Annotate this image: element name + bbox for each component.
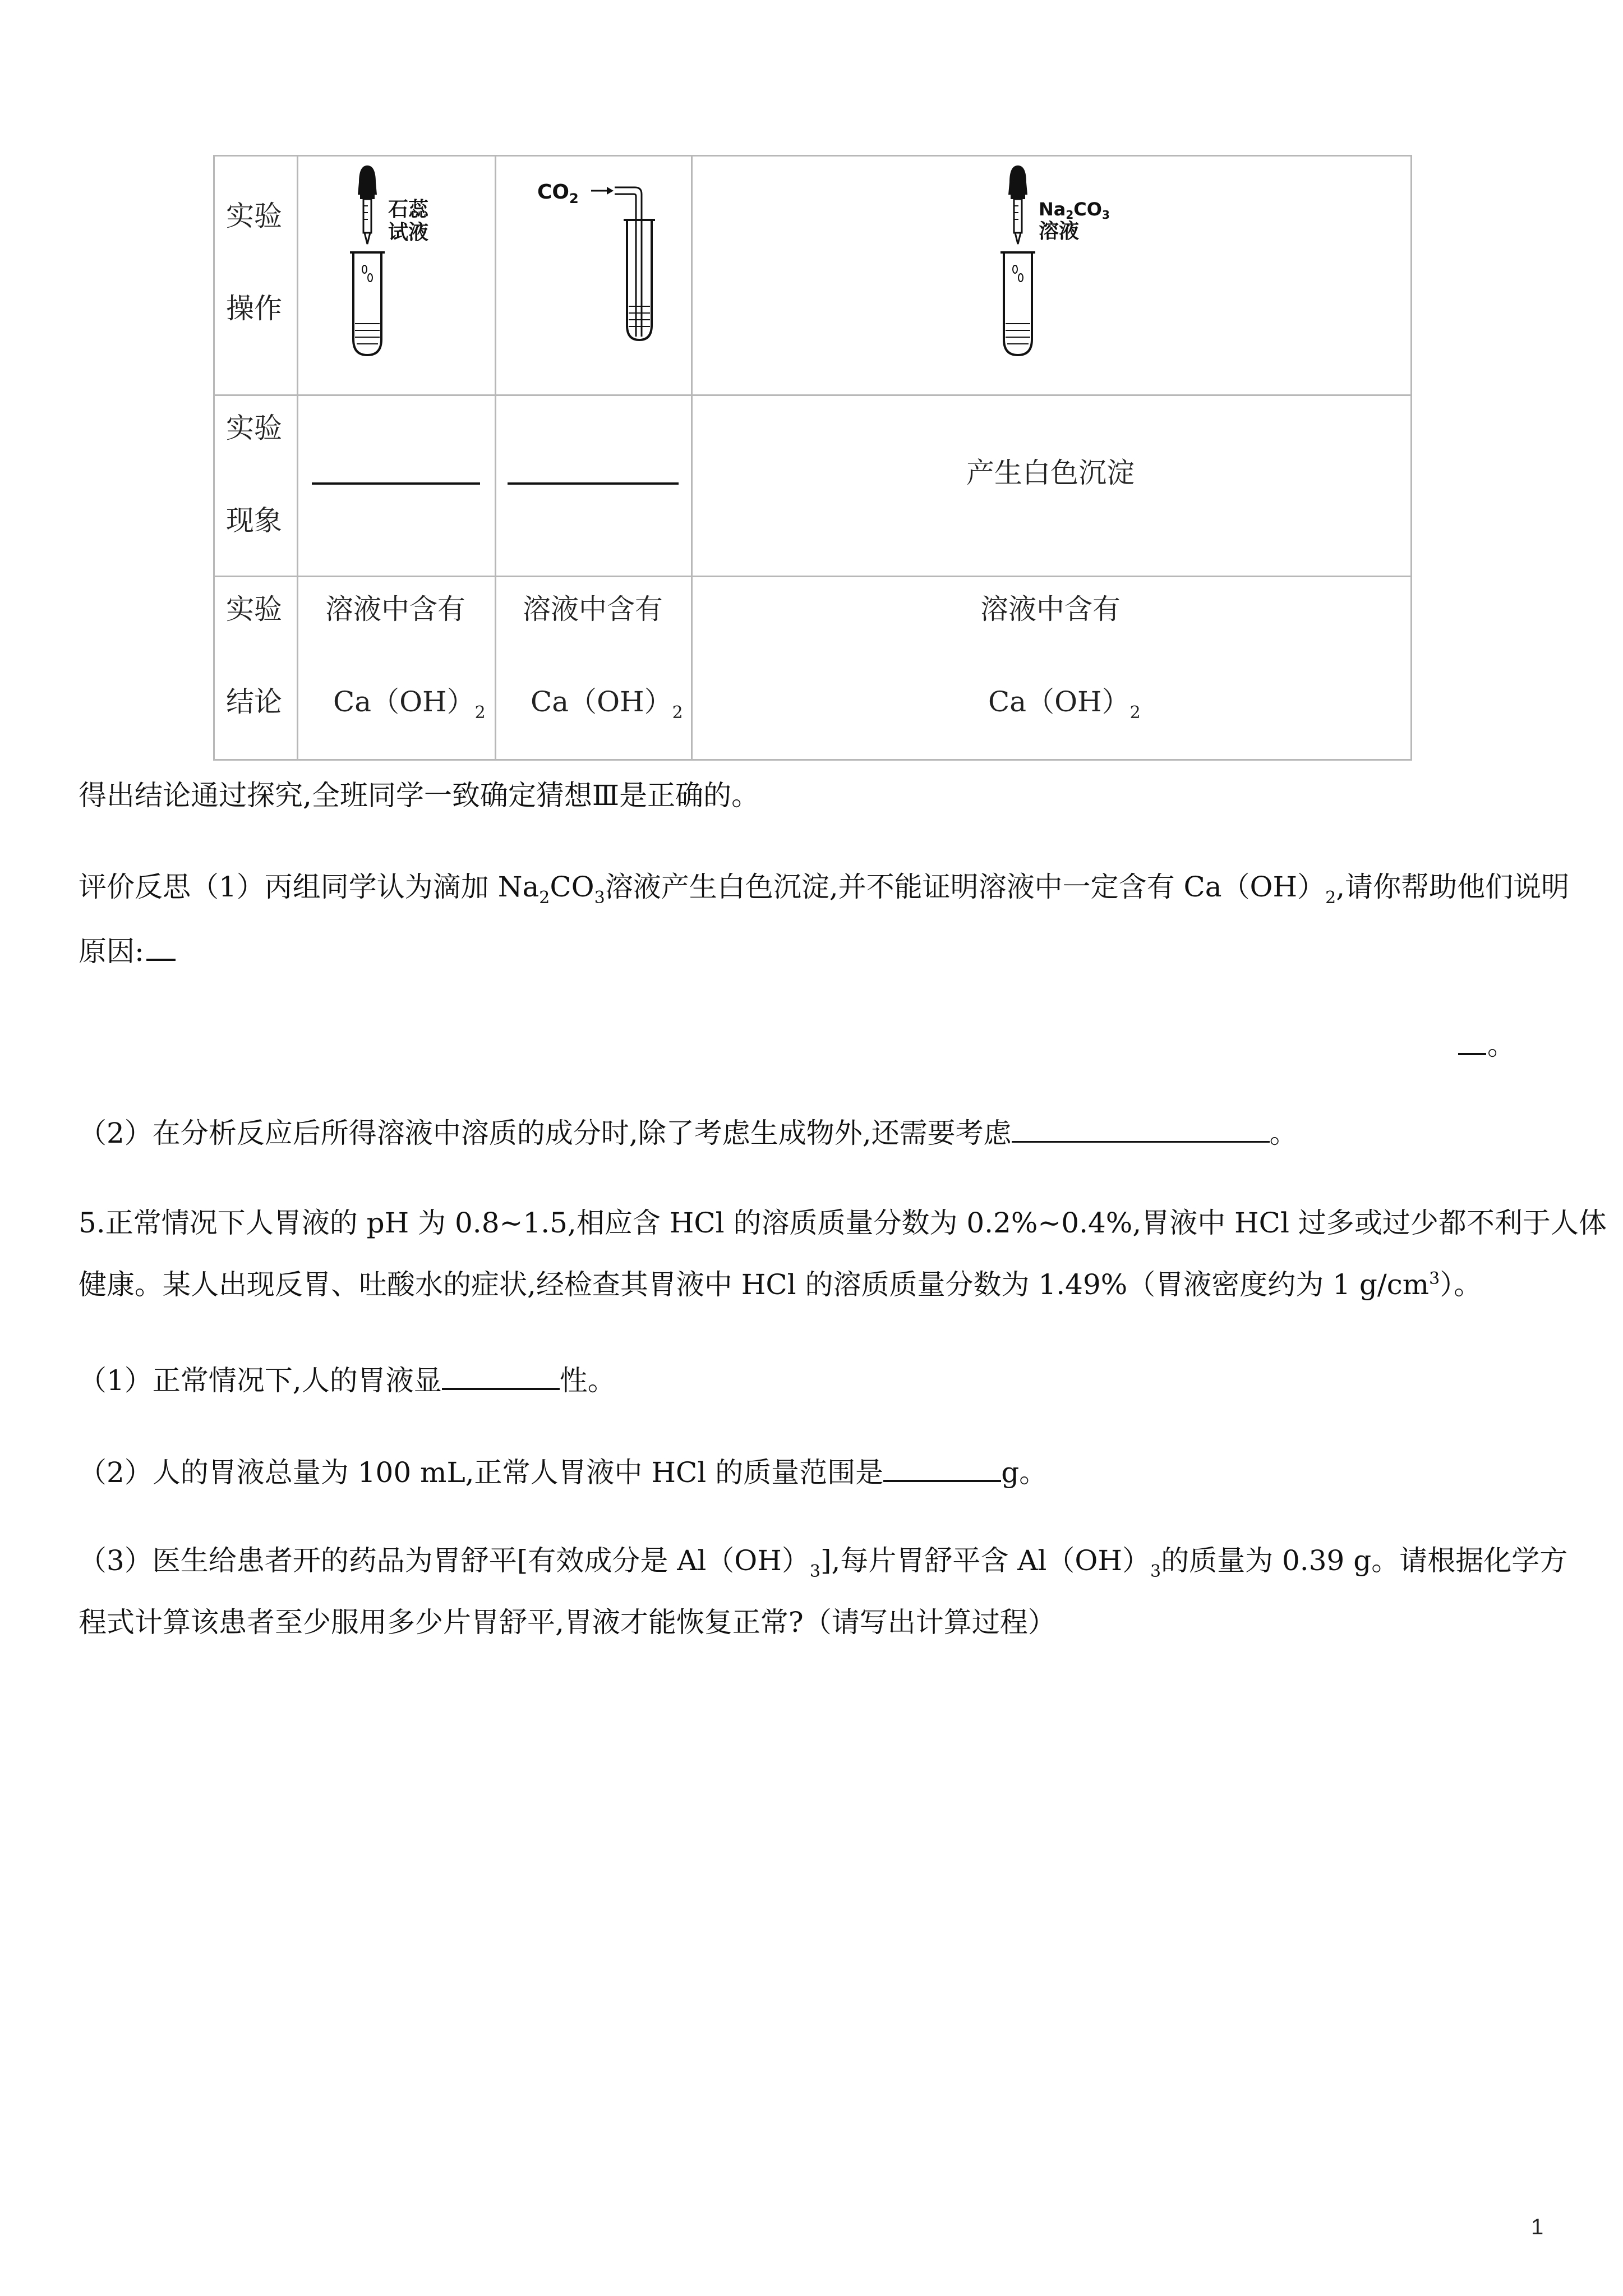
question-5-part3-line2: 程式计算该患者至少服用多少片胃舒平,胃液才能恢复正常?（请写出计算过程） [79,1606,1056,1639]
question-5-part2-b: g。 [1001,1456,1048,1489]
row-header-operation [226,202,282,323]
conclusion-col1-sub: 2 [474,703,486,723]
reflection-2 [79,1116,1298,1147]
reflection-1-line2 [79,934,176,968]
row-header-conclusion-line2: 结论 [226,685,282,718]
na2co3-label-co-sub: 3 [1101,208,1110,222]
reflection-1-sub-a: 2 [539,888,550,908]
question-5-line2-sup: 3 [1429,1269,1440,1289]
page-number: 1 [1531,2215,1544,2239]
conclusion-col1 [325,593,486,723]
row-header-phenomenon-line2: 现象 [226,504,282,537]
na2co3-label-line2: 溶液 [1039,219,1080,243]
row-header-operation-line1: 实验 [226,200,282,232]
litmus-label [388,198,428,245]
na2co3-label [1039,199,1110,243]
question-5-line2-a: 健康。某人出现反胃、吐酸水的症状,经检查其胃液中 HCl 的溶质质量分数为 1.49%（胃液密度约为 1 g/cm [79,1268,1430,1301]
co2-tube-figure [533,168,690,348]
question-5-part3-c: 的质量为 0.39 g。请根据化学方 [1161,1544,1568,1577]
conclusion-col1-line1: 溶液中含有 [325,593,465,625]
row-header-operation-line2: 操作 [226,292,282,325]
question-5-line1: 5.正常情况下人胃液的 pH 为 0.8~1.5,相应含 HCl 的溶质质量分数为 0.2%~0.4%,胃液中 HCl 过多或过少都不利于人体 [79,1207,1607,1239]
na2co3-dropper-figure [987,160,1133,373]
conclusion-col2-formula: Ca（OH） [531,685,672,718]
conclusion-col3-line1: 溶液中含有 [980,593,1121,625]
co2-label-base: CO [537,181,570,204]
conclusion-col3-formula: Ca（OH） [988,685,1130,718]
row-header-conclusion-line1: 实验 [226,593,282,625]
na2co3-label-co: CO [1073,199,1102,220]
reflection-1-blank-start[interactable] [146,934,176,961]
conclusion-col3 [980,593,1141,723]
reflection-1-line1 [79,871,1570,908]
reflection-1-part-c: 溶液产生白色沉淀,并不能证明溶液中一定含有 Ca（OH） [605,871,1326,903]
question-5-line2-b: ）。 [1440,1268,1482,1301]
question-5-part3-sub-b: 3 [1150,1562,1161,1581]
question-5-part1-a: （1）正常情况下,人的胃液显 [79,1364,442,1397]
co2-label-sub: 2 [569,191,579,206]
question-5-line2 [79,1268,1482,1301]
row-header-phenomenon [226,414,282,535]
conclusion-col2-line1: 溶液中含有 [523,593,663,625]
reflection-1-part-d: ,请你帮助他们说明 [1336,871,1570,903]
reflection-2-part-b: 。 [1269,1117,1298,1149]
question-5-part3-b: ],每片胃舒平含 Al（OH） [820,1544,1150,1577]
na2co3-label-na-sub: 2 [1066,208,1074,222]
dropper-test-tube-icon [336,160,482,373]
reflection-1-part-a: 评价反思（1）丙组同学认为滴加 Na [79,871,540,903]
row-header-phenomenon-line1: 实验 [226,412,282,444]
question-5-part2-blank[interactable] [883,1455,1001,1482]
litmus-label-line1: 石蕊 [388,198,429,221]
question-5-part1-blank[interactable] [442,1363,560,1390]
conclusion-col3-line2 [980,685,1141,723]
question-5-part2-a: （2）人的胃液总量为 100 mL,正常人胃液中 HCl 的质量范围是 [79,1456,884,1489]
reflection-1-end-mark: 。 [1487,1029,1515,1061]
co2-label [537,181,579,204]
conclusion-col2 [523,593,683,723]
reflection-1-sub-c: 2 [1325,888,1336,908]
conclusion-col2-line2 [523,685,683,723]
question-5-part2 [79,1455,1047,1487]
reflection-2-part-a: （2）在分析反应后所得溶液中溶质的成分时,除了考虑生成物外,还需要考虑 [79,1117,1012,1149]
litmus-label-line2: 试液 [388,221,429,245]
observation-col3: 产生白色沉淀 [966,457,1135,489]
question-5-part1-b: 性。 [559,1364,616,1397]
dropper-test-tube-icon [987,160,1133,373]
reflection-1-part-b: CO [550,871,594,903]
reflection-1-sub-b: 3 [594,888,605,908]
na2co3-label-na: Na [1039,199,1066,220]
conclusion-col3-sub: 2 [1129,703,1141,723]
conclusion-col2-sub: 2 [672,703,683,723]
na2co3-label-line1 [1039,199,1110,220]
reflection-1-reason-label: 原因: [79,935,144,968]
observation-blank-col1[interactable] [312,482,480,485]
question-5-part3-a: （3）医生给患者开的药品为胃舒平[有效成分是 Al（OH） [79,1544,810,1577]
reflection-2-blank[interactable] [1012,1116,1270,1143]
conclusion-col1-line2 [325,685,486,723]
question-5-part1 [79,1363,616,1395]
conclusion-col1-formula: Ca（OH） [333,685,475,718]
question-5-part3-sub-a: 3 [809,1562,820,1581]
observation-blank-col2[interactable] [508,482,679,485]
litmus-dropper-figure [336,160,482,373]
row-header-conclusion [226,595,282,716]
question-5-part3-line1 [79,1544,1568,1581]
conclusion-statement: 得出结论通过探究,全班同学一致确定猜想Ⅲ是正确的。 [79,779,760,812]
reflection-1-blank-end[interactable] [1458,1053,1486,1055]
